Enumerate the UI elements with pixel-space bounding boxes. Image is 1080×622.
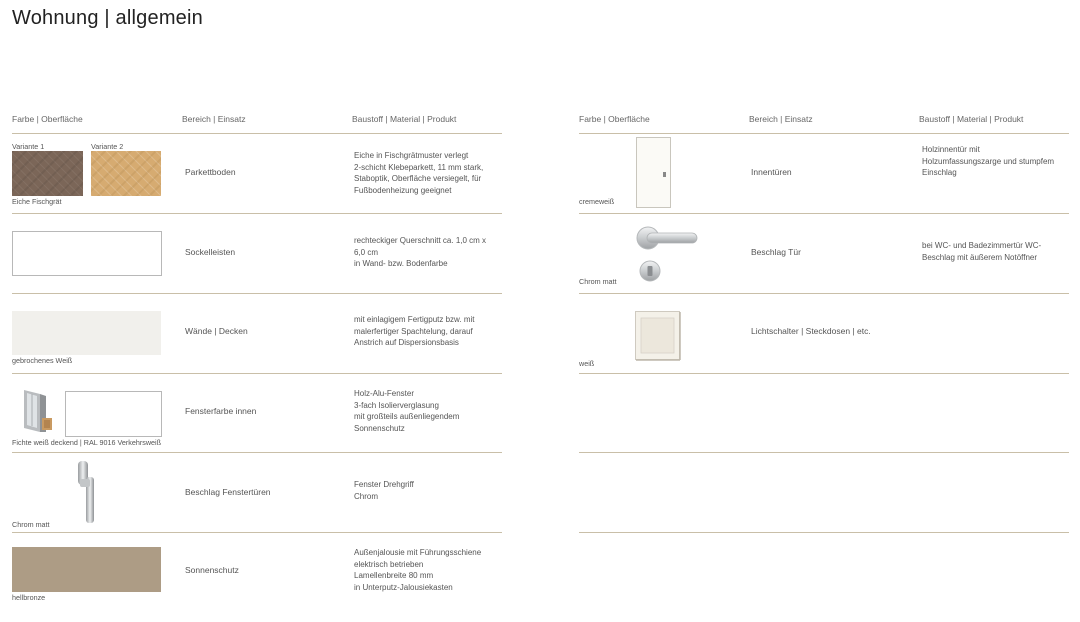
swatch-caption: Chrom matt <box>579 277 617 286</box>
swatch-caption: hellbronze <box>12 593 46 602</box>
swatch-white-outline <box>65 391 162 437</box>
product-text: Eiche in Fischgrätmuster verlegt 2-schicht Klebeparkett, 11 mm stark, Staboptik, Oberfläche versiegelt, für Fußbodenheizung geeignet <box>354 151 484 195</box>
bereich-label: Wände | Decken <box>185 326 248 336</box>
swatch-oak-herringbone <box>12 151 83 196</box>
product-text: rechteckiger Querschnitt ca. 1,0 cm x 6,0 cm in Wand- bzw. Bodenfarbe <box>354 236 487 268</box>
door-handle-icon <box>635 224 699 286</box>
table-row-waende <box>12 294 502 374</box>
product-text: mit einlagigem Fertigputz bzw. mit malerfertiger Spachtelung, darauf Anstrich auf Dispersionsbasis <box>354 315 475 347</box>
swatch-off-white <box>12 311 161 355</box>
swatch-caption: gebrochenes Weiß <box>12 356 73 365</box>
divider <box>579 452 1069 453</box>
table-row-sonnenschutz <box>12 533 502 613</box>
light-switch-icon <box>635 311 681 361</box>
table-header <box>12 114 502 128</box>
swatch-caption: cremeweiß <box>579 197 615 206</box>
divider <box>579 373 1069 374</box>
header-baustoff: Baustoff | Material | Produkt <box>352 114 457 124</box>
bereich-label: Lichtschalter | Steckdosen | etc. <box>751 326 871 336</box>
product-text: Fenster Drehgriff Chrom <box>354 480 414 501</box>
door-icon <box>636 137 672 209</box>
swatch-caption: Chrom matt <box>12 520 50 529</box>
table-header <box>579 114 1069 128</box>
swatch-caption: Fichte weiß deckend | RAL 9016 Verkehrsweiß <box>12 438 162 447</box>
product-text: Außenjalousie mit Führungsschiene elektrisch betrieben Lamellenbreite 80 mm in Unterputz-Jalousiekasten <box>354 548 482 592</box>
bereich-label: Parkettboden <box>185 167 236 177</box>
header-bereich: Bereich | Einsatz <box>182 114 246 124</box>
swatch-caption: weiß <box>579 359 595 368</box>
page-title: Wohnung | allgemein <box>12 7 203 29</box>
bereich-label: Beschlag Fenstertüren <box>185 487 271 497</box>
header-bereich: Bereich | Einsatz <box>749 114 813 124</box>
product-text: Holzinnentür mit Holzumfassungszarge und stumpfem Einschlag <box>922 145 1055 177</box>
window-handle-icon <box>74 459 98 525</box>
swatch-caption: Eiche Fischgrät <box>12 197 62 206</box>
header-farbe: Farbe | Oberfläche <box>12 114 83 124</box>
window-profile-icon <box>18 388 54 434</box>
table-row-beschlag-tuer <box>579 214 1069 294</box>
table-row-sockel <box>12 214 502 294</box>
variant-2-label: Variante 2 <box>91 142 124 151</box>
bereich-label: Sockelleisten <box>185 247 236 257</box>
variant-1-label: Variante 1 <box>12 142 45 151</box>
header-farbe: Farbe | Oberfläche <box>579 114 650 124</box>
table-row-lichtschalter <box>579 294 1069 374</box>
swatch-bronze <box>12 547 161 592</box>
bereich-label: Beschlag Tür <box>751 247 801 257</box>
bereich-label: Fensterfarbe innen <box>185 406 257 416</box>
table-row-beschlag-fenster <box>12 453 502 533</box>
table-row-parkett <box>12 134 502 214</box>
bereich-label: Sonnenschutz <box>185 565 239 575</box>
header-baustoff: Baustoff | Material | Produkt <box>919 114 1024 124</box>
bereich-label: Innentüren <box>751 167 792 177</box>
table-row-innentueren <box>579 134 1069 214</box>
divider <box>579 532 1069 533</box>
table-row-fenster <box>12 374 502 454</box>
swatch-white-outline <box>12 231 162 276</box>
product-text: Holz-Alu-Fenster 3-fach Isolierverglasung mit großteils außenliegendem Sonnenschutz <box>354 389 460 433</box>
product-text: bei WC- und Badezimmertür WC- Beschlag mit äußerem Notöffner <box>922 241 1042 262</box>
swatch-light-oak <box>91 151 161 196</box>
